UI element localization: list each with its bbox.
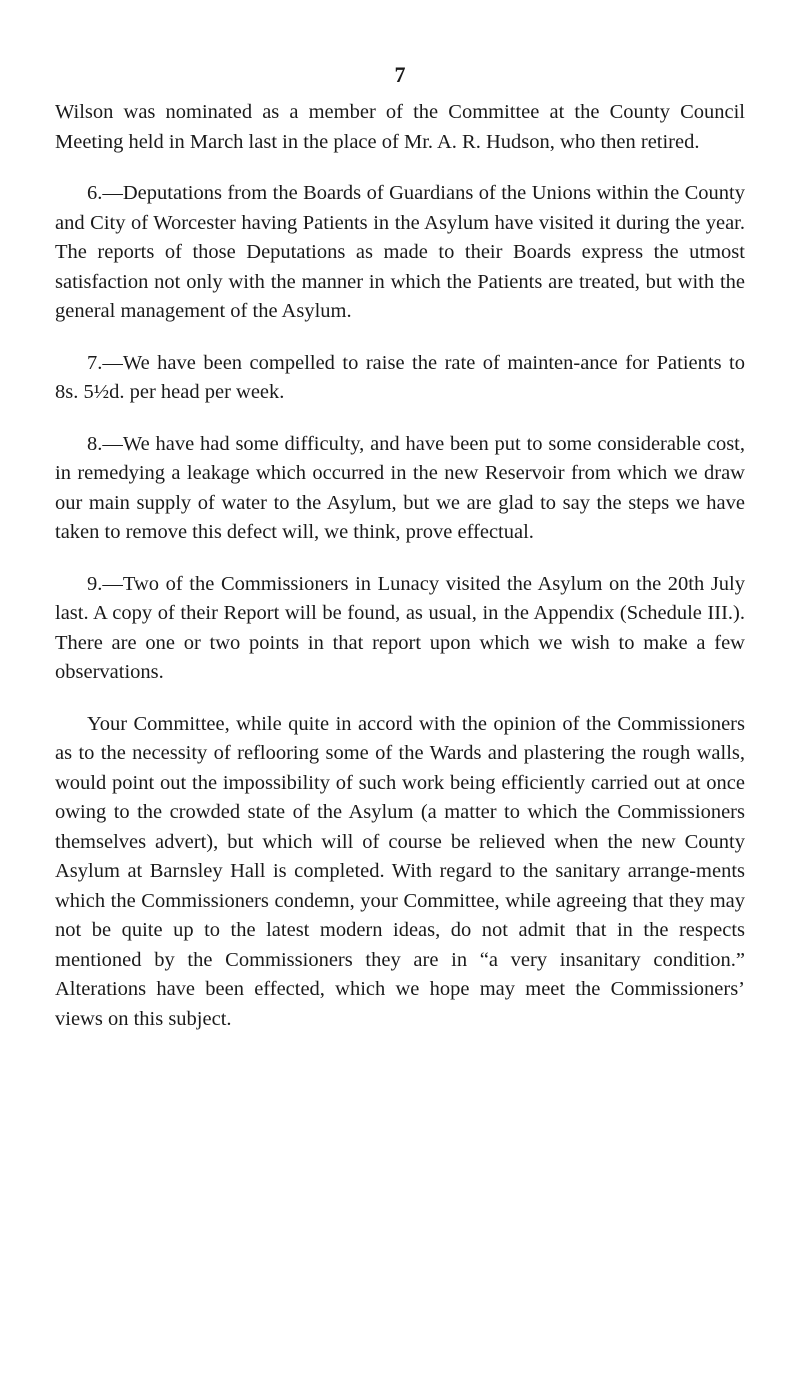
paragraph-6-deputations: 6.—Deputations from the Boards of Guardians of the Unions within the County and City of Worcester having Patients in the Asylum have visited it during the year. The reports of those Deputations as made to their Boards express the utmost satisfaction not only with the manner in which the Patients are treated, but with the general management of the Asylum.	[55, 182, 745, 322]
paragraph-7-maintenance-rate: 7.—We have been compelled to raise the rate of mainten-ance for Patients to 8s. 5½d. per head per week.	[55, 351, 745, 403]
paragraph-continuation: Wilson was nominated as a member of the Committee at the County Council Meeting held in March last in the place of Mr. A. R. Hudson, who then retired.	[55, 101, 745, 153]
paragraph-committee-observations: Your Committee, while quite in accord with the opinion of the Commissioners as to the necessity of reflooring some of the Wards and plastering the rough walls, would point out the impossibility of such work being efficiently carried out at once owing to the crowded state of the Asylum (a matter to which the Commissioners themselves advert), but which will of course be relieved when the new County Asylum at Barnsley Hall is completed. With regard to the sanitary arrange-ments which the Commissioners condemn, your Committee, while agreeing that they may not be quite up to the latest modern ideas, do not admit that in the respects mentioned by the Commissioners they are in “a very insanitary condition.” Alterations have been effected, which we hope may meet the Commissioners’ views on this subject.	[55, 712, 745, 1030]
paragraph-9-commissioners-visit: 9.—Two of the Commissioners in Lunacy visited the Asylum on the 20th July last. A copy of their Report will be found, as usual, in the Appendix (Schedule III.). There are one or two points in that report upon which we wish to make a few observations.	[55, 572, 745, 683]
page-number: 7	[394, 62, 406, 87]
body-text	[55, 98, 745, 1056]
paragraph-8-reservoir: 8.—We have had some difficulty, and have been put to some considerable cost, in remedying a leakage which occurred in the new Reservoir from which we draw our main supply of water to the Asylum, but we are glad to say the steps we have taken to remove this defect will, we think, prove effectual.	[55, 432, 745, 543]
